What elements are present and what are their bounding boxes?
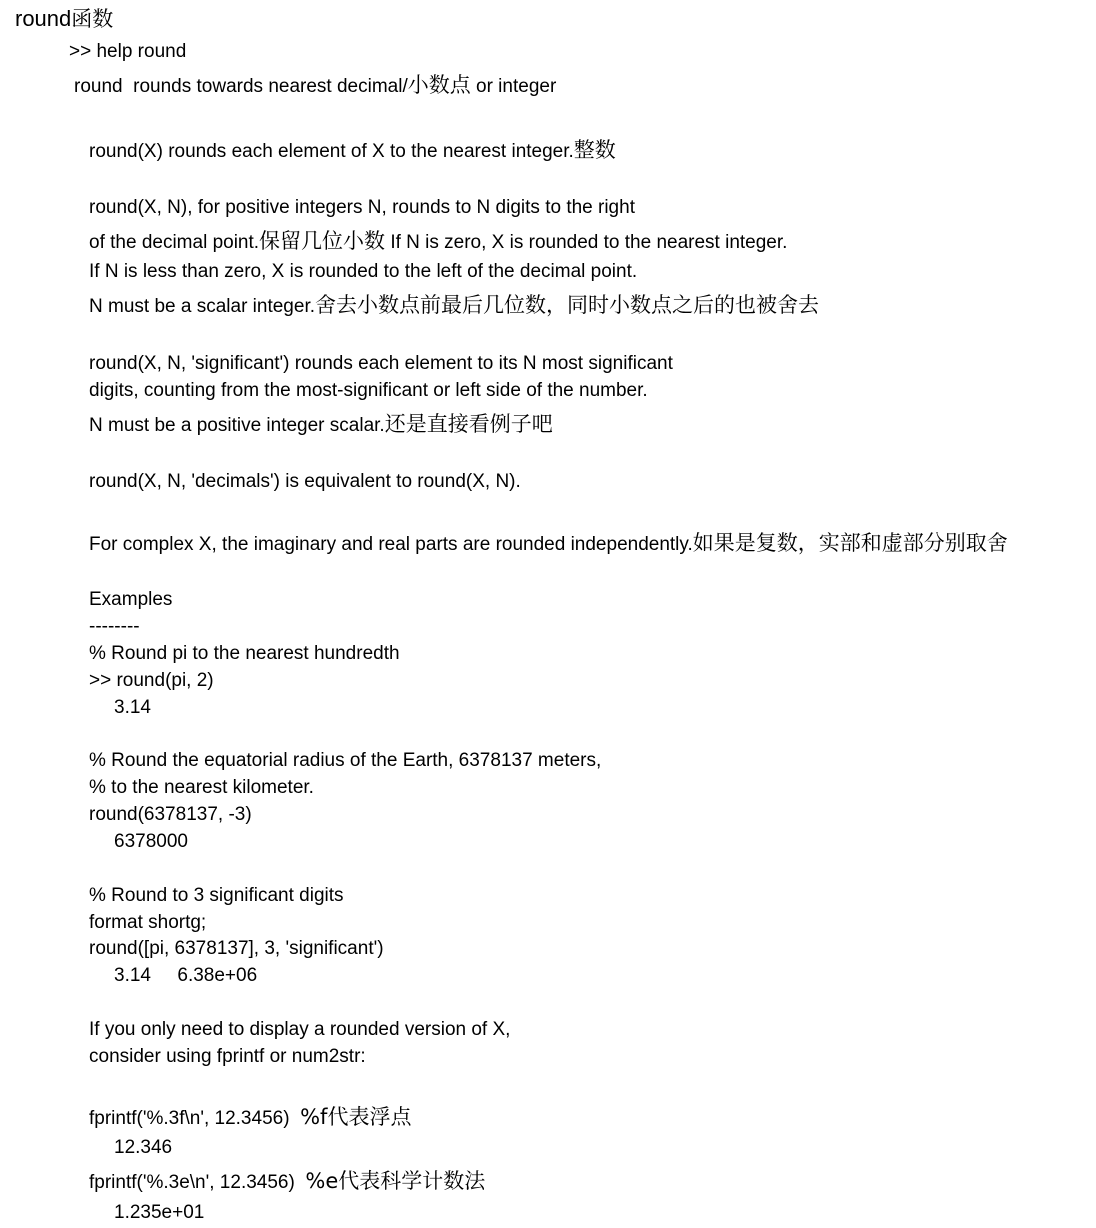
line-text-en2: or integer (470, 76, 557, 97)
line-text-zh: 保留几位小数 (259, 229, 386, 253)
doc-line (89, 803, 252, 827)
doc-line (89, 749, 601, 773)
doc-line (89, 379, 648, 403)
line-text-en: 6378000 (114, 831, 188, 852)
line-text-en: round(6378137, -3) (89, 804, 252, 825)
line-text-zh: 如果是复数，实部和虚部分别取舍 (692, 531, 1008, 555)
doc-line (89, 1045, 366, 1069)
doc-line (89, 588, 172, 612)
doc-line (69, 40, 186, 64)
line-text-en: >> round(pi, 2) (89, 670, 214, 691)
line-text-en: 3.14 (114, 697, 151, 718)
line-text-en: For complex X, the imaginary and real parts are rounded independently. (89, 534, 693, 555)
doc-line (74, 73, 556, 99)
line-text-zh: 还是直接看例子吧 (384, 412, 553, 436)
doc-line (89, 642, 400, 666)
line-text-en: % to the nearest kilometer. (89, 777, 314, 798)
title-en: round (15, 6, 72, 31)
doc-line (89, 229, 787, 255)
line-text-en2: If N is zero, X is rounded to the nearest integer. (385, 232, 788, 253)
line-text-en: format shortg; (89, 912, 207, 933)
doc-line (89, 531, 1008, 557)
line-text-zh: %f代表浮点 (300, 1105, 412, 1129)
line-text-en: % Round to 3 significant digits (89, 885, 344, 906)
doc-title (15, 7, 113, 31)
doc-line (89, 1018, 510, 1042)
line-text-en: % Round pi to the nearest hundredth (89, 643, 400, 664)
doc-line (89, 470, 521, 494)
line-text-en: If you only need to display a rounded version of X, (89, 1019, 511, 1040)
line-text-en: round(X, N, 'decimals') is equivalent to round(X, N). (89, 471, 521, 492)
line-text-en: digits, counting from the most-significant or left side of the number. (89, 380, 648, 401)
line-text-en: 1.235e+01 (114, 1202, 205, 1223)
doc-line (89, 911, 206, 935)
doc-line (89, 937, 384, 961)
line-text-en: fprintf('%.3e\n', 12.3456) (89, 1172, 306, 1193)
line-text-zh: 小数点 (407, 73, 471, 97)
line-text-en: % Round the equatorial radius of the Earth, 6378137 meters, (89, 750, 602, 771)
doc-line (114, 1201, 204, 1225)
doc-line (89, 352, 673, 376)
doc-line (89, 196, 635, 220)
line-text-en: N must be a positive integer scalar. (89, 415, 385, 436)
doc-line (114, 964, 257, 988)
doc-line (89, 1169, 485, 1195)
doc-line (89, 884, 344, 908)
line-text-en: fprintf('%.3f\n', 12.3456) (89, 1108, 301, 1129)
line-text-en: 3.14 6.38e+06 (114, 965, 258, 986)
doc-line (89, 776, 314, 800)
line-text-en: >> help round (69, 41, 187, 62)
doc-line (89, 260, 637, 284)
doc-line (89, 412, 553, 438)
line-text-zh: %e代表科学计数法 (305, 1169, 486, 1193)
line-text-en: of the decimal point. (89, 232, 260, 253)
line-text-en: round(X, N, 'significant') rounds each element to its N most significant (89, 353, 673, 374)
line-text-en: consider using fprintf or num2str: (89, 1046, 366, 1067)
line-text-en: round rounds towards nearest decimal/ (74, 76, 408, 97)
doc-line (89, 138, 616, 164)
doc-line (89, 293, 819, 319)
line-text-en: round(X) rounds each element of X to the nearest integer. (89, 141, 574, 162)
line-text-en: 12.346 (114, 1137, 173, 1158)
doc-line (114, 830, 188, 854)
doc-line (89, 615, 140, 639)
line-text-en: N must be a scalar integer. (89, 296, 315, 317)
doc-line (89, 1105, 411, 1131)
doc-line (114, 696, 151, 720)
line-text-zh: 舍去小数点前最后几位数，同时小数点之后的也被舍去 (315, 293, 819, 317)
line-text-en: -------- (89, 616, 140, 637)
line-text-zh: 整数 (573, 138, 616, 162)
title-zh: 函数 (71, 7, 114, 31)
doc-line (89, 669, 214, 693)
line-text-en: round(X, N), for positive integers N, rounds to N digits to the right (89, 197, 635, 218)
line-text-en: round([pi, 6378137], 3, 'significant') (89, 938, 384, 959)
line-text-en: Examples (89, 589, 173, 610)
line-text-en: If N is less than zero, X is rounded to the left of the decimal point. (89, 261, 638, 282)
doc-line (114, 1136, 172, 1160)
